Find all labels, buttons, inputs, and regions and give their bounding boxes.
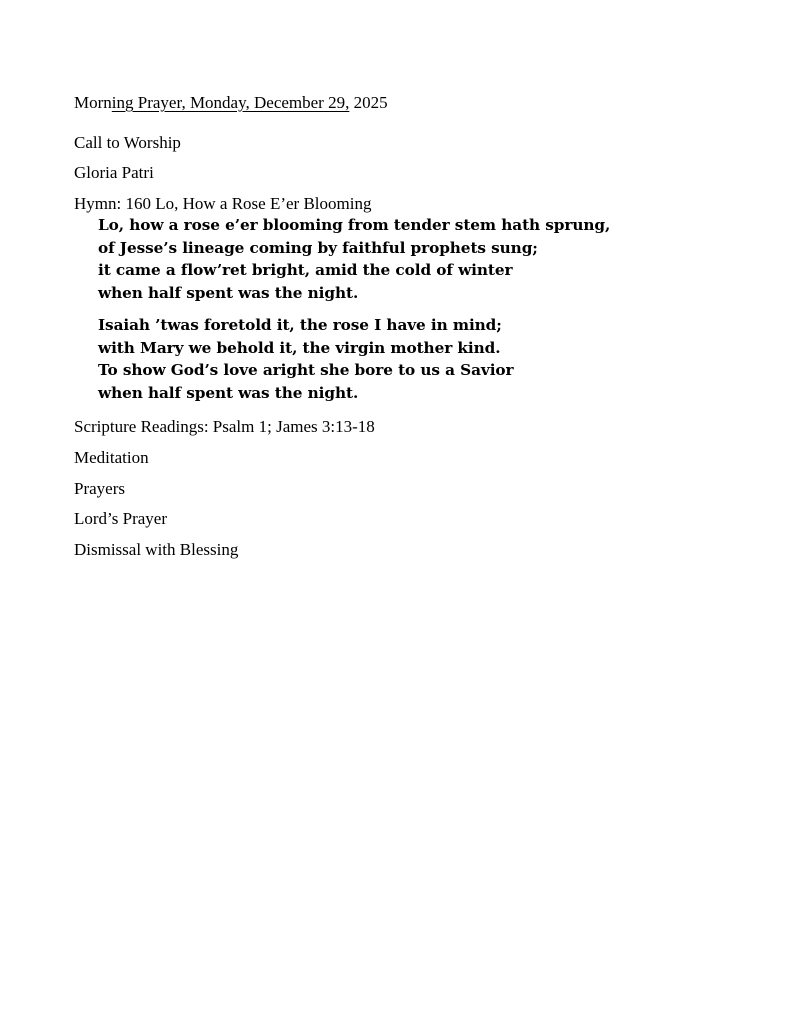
hymn-heading: Hymn: 160 Lo, How a Rose E’er Blooming: [74, 194, 372, 213]
hymn-line: when half spent was the night.: [98, 284, 359, 303]
bulletin-page: [74, 0, 754, 1024]
lords-prayer: Lord’s Prayer: [74, 509, 168, 528]
gloria-patri: Gloria Patri: [74, 163, 154, 182]
hymn-line: of Jesse’s lineage coming by faithful prophets sung;: [98, 238, 538, 257]
hymn-line: with Mary we behold it, the virgin mother kind.: [98, 338, 501, 357]
hymn-line: it came a flow’ret bright, amid the cold of winter: [98, 261, 513, 280]
title-suffix: 2025: [349, 93, 388, 112]
call-to-worship: Call to Worship: [74, 133, 181, 152]
meditation: Meditation: [74, 448, 149, 467]
prayers: Prayers: [74, 479, 125, 498]
page-title: [74, 93, 388, 113]
hymn-line: Lo, how a rose e’er blooming from tender stem hath sprung,: [98, 216, 611, 234]
title-underlined: ing Prayer, Monday, December 29,: [111, 93, 350, 112]
hymn-verse-2: [98, 314, 513, 405]
scripture-readings: Scripture Readings: Psalm 1; James 3:13-18: [74, 417, 375, 436]
hymn-verse-1: [98, 214, 610, 305]
hymn-line: Isaiah ’twas foretold it, the rose I have in mind;: [98, 316, 502, 334]
title-prefix: Morn: [74, 93, 112, 112]
hymn-line: when half spent was the night.: [98, 384, 359, 403]
dismissal-with-blessing: Dismissal with Blessing: [74, 540, 239, 559]
hymn-line: To show God’s love aright she bore to us a Savior: [98, 361, 514, 380]
